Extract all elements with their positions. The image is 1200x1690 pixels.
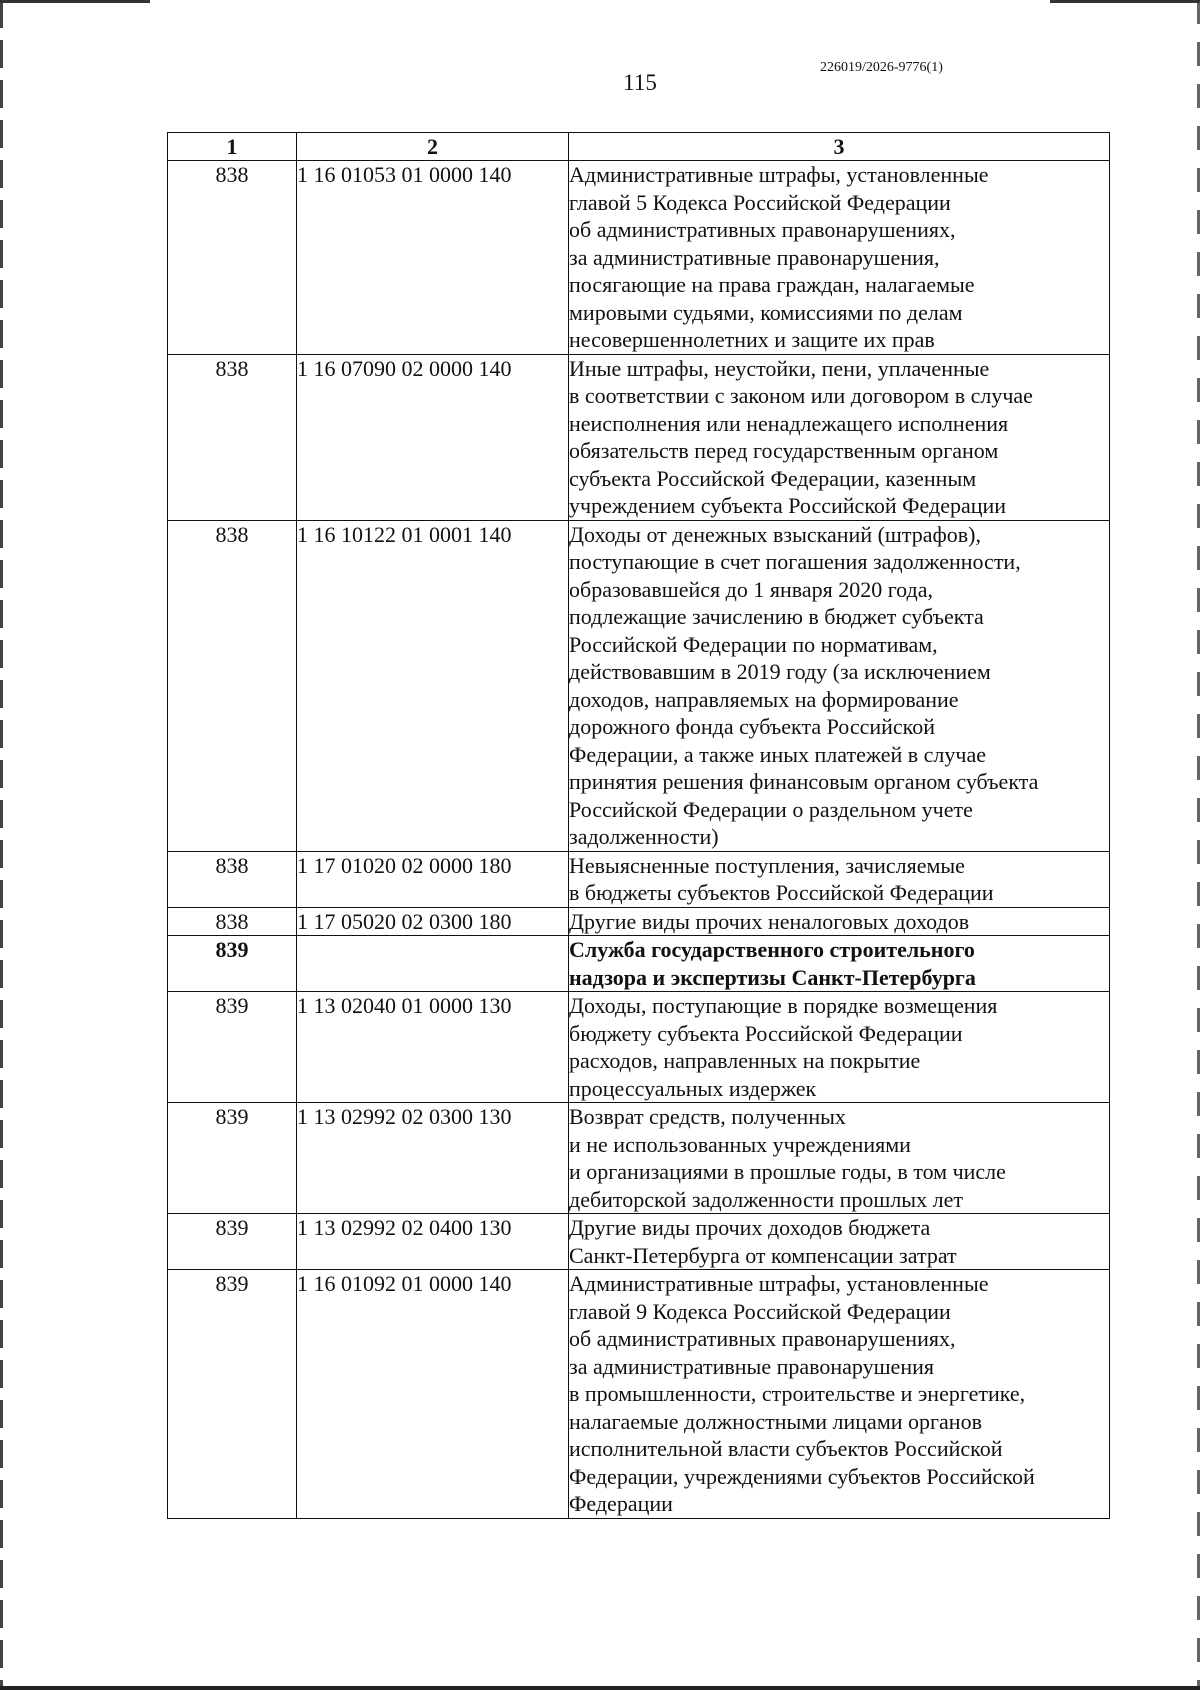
description-line: субъекта Российской Федерации, казенным [569, 465, 977, 491]
kbk-code-cell: 1 13 02040 01 0000 130 [297, 992, 569, 1103]
description-line: учреждением субъекта Российской Федерации [569, 493, 1007, 518]
description-line: образовавшейся до 1 января 2020 года, [569, 576, 933, 602]
description-line: Иные штрафы, неустойки, пени, уплаченные [569, 355, 990, 381]
description-line: Российской Федерации о раздельном учете [569, 796, 973, 822]
description-line: Административные штрафы, установленные [569, 162, 989, 187]
description-line: Другие виды прочих доходов бюджета [569, 1215, 931, 1240]
description-line: Российской Федерации по нормативам, [569, 631, 938, 657]
description-line: дорожного фонда субъекта Российской [569, 714, 936, 739]
description-line: Доходы от денежных взысканий (штрафов), [569, 521, 981, 547]
description-line: принятия решения финансовым органом субъекта [569, 769, 1039, 794]
admin-code-cell: 838 [168, 161, 297, 355]
description-line: в промышленности, строительстве и энергетике, [569, 1381, 1026, 1406]
description-cell [569, 992, 1110, 1103]
description-cell [569, 161, 1110, 355]
admin-code-cell: 839 [168, 1270, 297, 1519]
document-code: 226019/2026-9776(1) [820, 60, 943, 75]
description-line: Невыясненные поступления, зачисляемые [569, 852, 965, 878]
description-cell [569, 354, 1110, 520]
description-cell [569, 936, 1110, 992]
description-line: Служба государственного строительного [569, 937, 975, 962]
description-line: Федерации, учреждениями субъектов Российской [569, 1463, 1035, 1489]
kbk-code-cell: 1 13 02992 02 0400 130 [297, 1214, 569, 1270]
admin-code-cell: 838 [168, 520, 297, 851]
description-line: за административные правонарушения, [569, 244, 940, 270]
description-cell [569, 851, 1110, 907]
table-row [168, 354, 1110, 520]
description-cell [569, 1214, 1110, 1270]
description-line: надзора и экспертизы Санкт-Петербурга [569, 964, 976, 990]
description-line: главой 9 Кодекса Российской Федерации [569, 1298, 951, 1324]
kbk-code-cell: 1 13 02992 02 0300 130 [297, 1103, 569, 1214]
table-header-row [168, 133, 1110, 161]
description-line: об административных правонарушениях, [569, 1326, 956, 1351]
header-col-2: 2 [297, 133, 569, 161]
description-line: дебиторской задолженности прошлых лет [569, 1186, 963, 1212]
kbk-code-cell: 1 17 01020 02 0000 180 [297, 851, 569, 907]
kbk-code-cell: 1 16 01092 01 0000 140 [297, 1270, 569, 1519]
scan-edge-top-right [1050, 0, 1200, 3]
table-row [168, 936, 1110, 992]
description-line: процессуальных издержек [569, 1075, 817, 1101]
description-line: обязательств перед государственным органом [569, 438, 999, 463]
description-line: налагаемые должностными лицами органов [569, 1408, 982, 1434]
description-cell [569, 1270, 1110, 1519]
admin-code-cell: 839 [168, 936, 297, 992]
description-line: доходов, направляемых на формирование [569, 686, 959, 712]
description-line: поступающие в счет погашения задолженности, [569, 549, 1021, 574]
table-row [168, 851, 1110, 907]
description-line: бюджету субъекта Российской Федерации [569, 1020, 963, 1046]
description-line: несовершеннолетних и защите их прав [569, 327, 935, 352]
admin-code-cell: 839 [168, 1103, 297, 1214]
description-line: действовавшим в 2019 году (за исключением [569, 659, 991, 684]
description-line: Санкт-Петербурга от компенсации затрат [569, 1242, 957, 1268]
table-row [168, 1214, 1110, 1270]
description-line: мировыми судьями, комиссиями по делам [569, 299, 963, 325]
admin-code-cell: 839 [168, 1214, 297, 1270]
description-line: Другие виды прочих неналоговых доходов [569, 908, 970, 934]
table-row [168, 907, 1110, 936]
table-row [168, 161, 1110, 355]
description-cell [569, 520, 1110, 851]
kbk-code-cell: 1 16 01053 01 0000 140 [297, 161, 569, 355]
description-cell [569, 1103, 1110, 1214]
description-line: об административных правонарушениях, [569, 217, 956, 242]
table-row [168, 520, 1110, 851]
admin-code-cell: 838 [168, 907, 297, 936]
description-line: задолженности) [569, 824, 719, 849]
page-number: 115 [623, 70, 657, 95]
kbk-code-cell: 1 16 07090 02 0000 140 [297, 354, 569, 520]
description-line: главой 5 Кодекса Российской Федерации [569, 189, 951, 215]
admin-code-cell: 839 [168, 992, 297, 1103]
scan-edge-bottom [0, 1686, 1200, 1690]
description-line: Доходы, поступающие в порядке возмещения [569, 993, 998, 1018]
description-line: и организациями в прошлые годы, в том числе [569, 1159, 1006, 1184]
kbk-code-cell [297, 936, 569, 992]
admin-code-cell: 838 [168, 851, 297, 907]
scan-edge-top-left [0, 0, 150, 3]
table-row [168, 992, 1110, 1103]
description-line: за административные правонарушения [569, 1353, 934, 1379]
description-line: Федерации, а также иных платежей в случае [569, 741, 987, 767]
description-line: в бюджеты субъектов Российской Федерации [569, 880, 994, 905]
description-cell [569, 907, 1110, 936]
header-col-1: 1 [168, 133, 297, 161]
description-line: неисполнения или ненадлежащего исполнения [569, 410, 1009, 436]
kbk-code-cell: 1 16 10122 01 0001 140 [297, 520, 569, 851]
table-row [168, 1103, 1110, 1214]
description-line: в соответствии с законом или договором в случае [569, 383, 1033, 408]
kbk-code-cell: 1 17 05020 02 0300 180 [297, 907, 569, 936]
revenue-codes-table [167, 132, 1110, 1519]
description-line: Административные штрафы, установленные [569, 1271, 989, 1296]
description-line: посягающие на права граждан, налагаемые [569, 272, 975, 297]
table-header [168, 133, 1110, 161]
table-row [168, 1270, 1110, 1519]
description-line: Возврат средств, полученных [569, 1104, 846, 1129]
description-line: подлежащие зачислению в бюджет субъекта [569, 604, 984, 629]
admin-code-cell: 838 [168, 354, 297, 520]
scan-edge-left [0, 0, 3, 1690]
table-body [168, 161, 1110, 1519]
description-line: исполнительной власти субъектов Российской [569, 1436, 1003, 1461]
description-line: расходов, направленных на покрытие [569, 1048, 921, 1073]
header-col-3: 3 [569, 133, 1110, 161]
description-line: и не использованных учреждениями [569, 1131, 911, 1157]
description-line: Федерации [569, 1491, 673, 1516]
